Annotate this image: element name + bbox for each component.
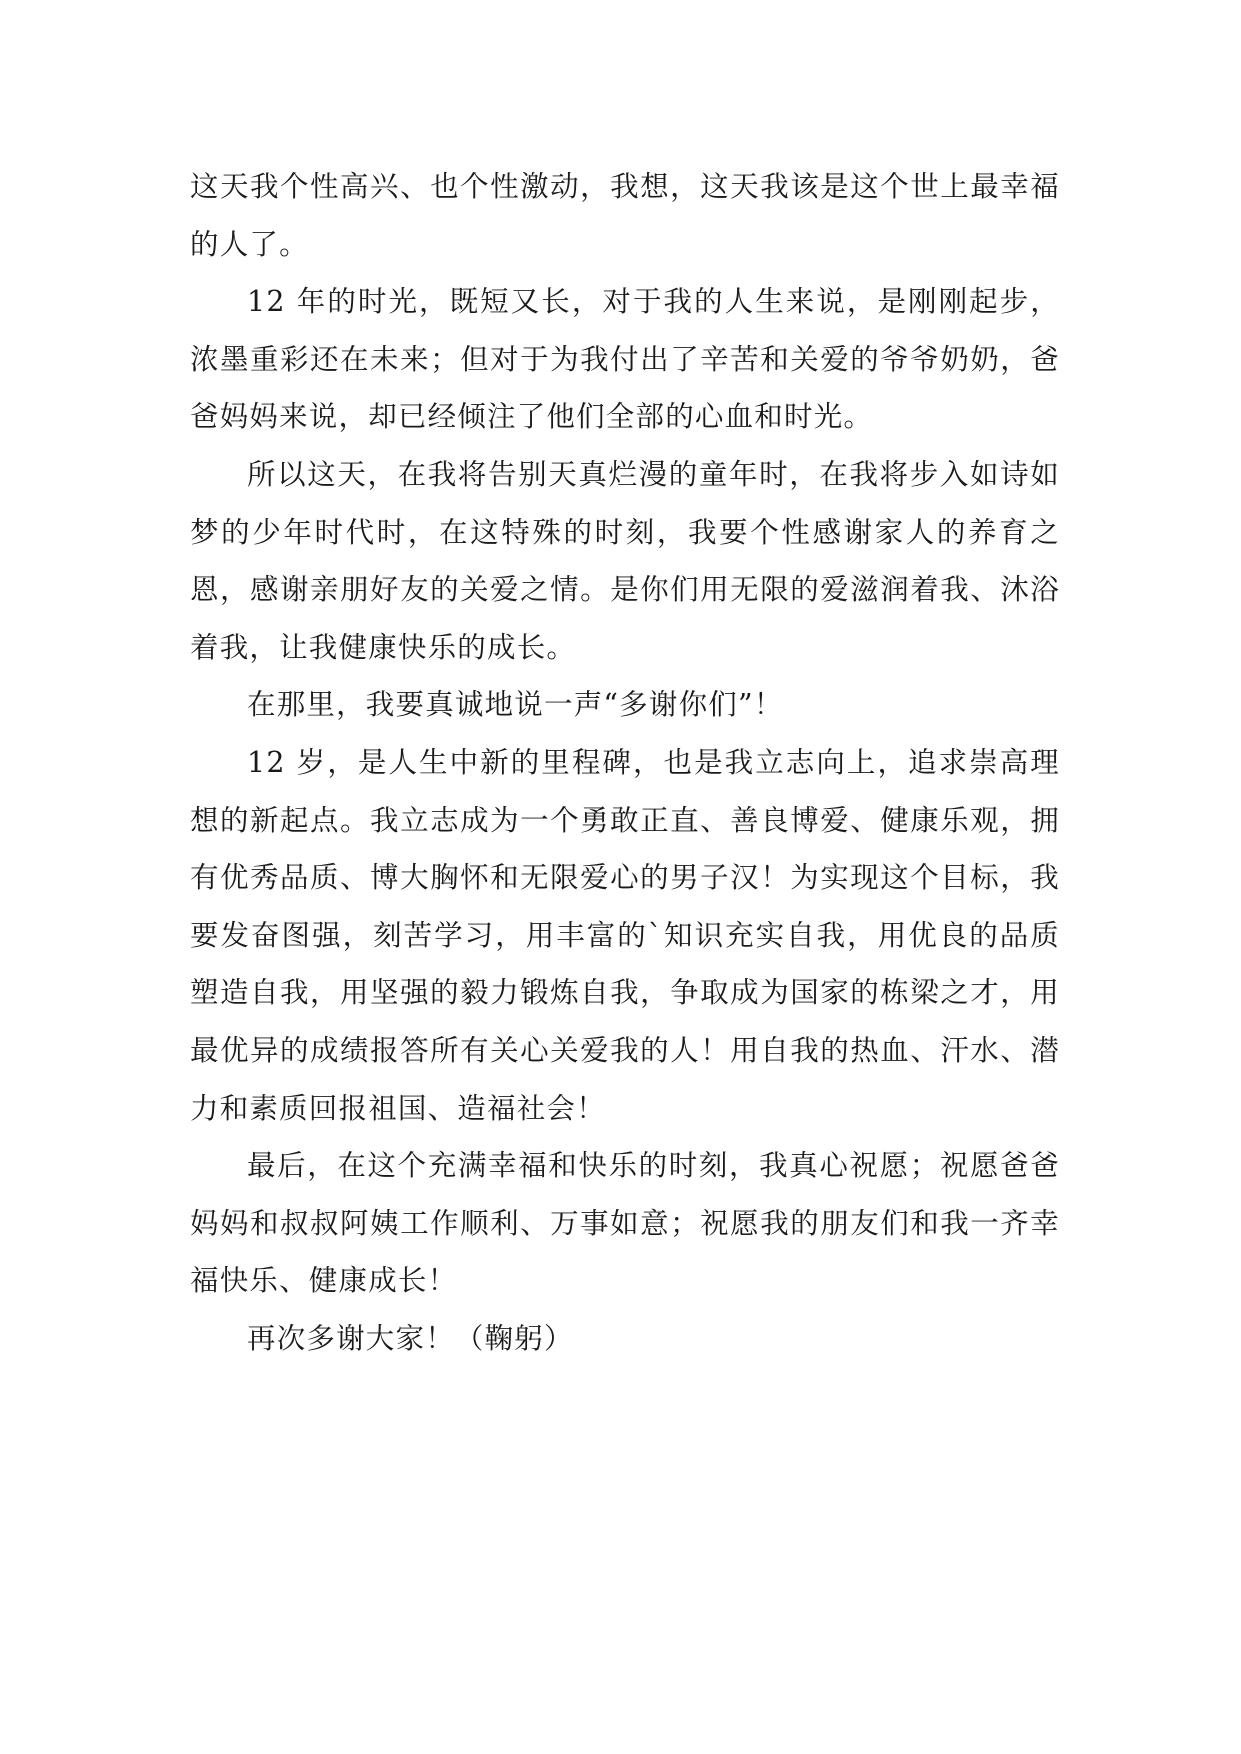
paragraph-7: 再次多谢大家！（鞠躬） (247, 1321, 574, 1355)
paragraph-3: 所以这天，在我将告别天真烂漫的童年时，在我将步入如诗如梦的少年时代时，在这特殊的时刻，我要个性感谢家人的养育之恩，感谢亲朋好友的关爱之情。是你们用无限的爱滋润着我、沐浴着我，让我健康快乐的成长。 (190, 457, 1060, 664)
paragraph-1: 这天我个性高兴、也个性激动，我想，这天我该是这个世上最幸福的人了。 (190, 170, 1060, 261)
paragraph-4: 在那里，我要真诚地说一声“多谢你们”！ (247, 688, 784, 722)
speech-body (190, 158, 1060, 1367)
paragraph-5: 12 岁，是人生中新的里程碑，也是我立志向上，追求崇高理想的新起点。我立志成为一个勇敢正直、善良博爱、健康乐观，拥有优秀品质、博大胸怀和无限爱心的男子汉！为实现这个目标，我要发奋图强，刻苦学习，用丰富的`知识充实自我，用优良的品质塑造自我，用坚强的毅力锻炼自我，争取成为国家的栋梁之才，用最优异的成绩报答所有关心关爱我的人！用自我的热血、汗水、潜力和素质回报祖国、造福社会！ (190, 745, 1060, 1125)
paragraph-2: 12 年的时光，既短又长，对于我的人生来说，是刚刚起步，浓墨重彩还在未来；但对于为我付出了辛苦和关爱的爷爷奶奶，爸爸妈妈来说，却已经倾注了他们全部的心血和时光。 (190, 285, 1060, 434)
paragraph-6: 最后，在这个充满幸福和快乐的时刻，我真心祝愿；祝愿爸爸妈妈和叔叔阿姨工作顺利、万事如意；祝愿我的朋友们和我一齐幸福快乐、健康成长！ (190, 1149, 1060, 1298)
